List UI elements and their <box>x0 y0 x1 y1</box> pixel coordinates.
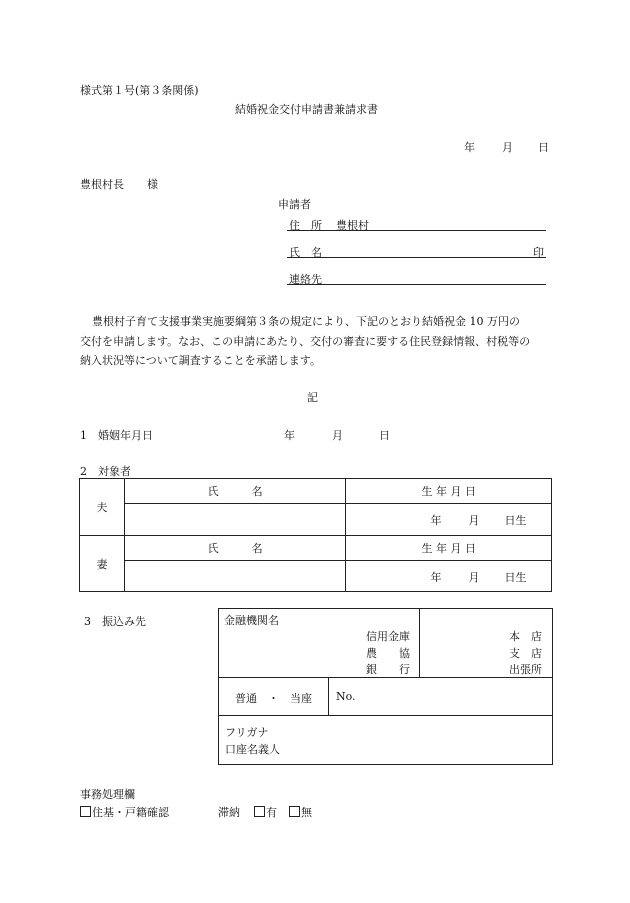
addressee-honorific: 様 <box>147 178 158 191</box>
overdue-label: 滞納 <box>218 806 240 819</box>
overdue-yes[interactable] <box>254 804 277 820</box>
bank-type-coop: 農 協 <box>366 647 410 660</box>
bank-row-divider-2 <box>218 715 552 716</box>
husband-name-header: 氏 名 <box>124 479 346 504</box>
body-line-3: 納入状況等について調査することを承諾します。 <box>80 354 321 367</box>
husband-dob-cell[interactable] <box>346 504 552 536</box>
form-title: 結婚祝金交付申請書兼請求書 <box>235 103 378 116</box>
bank-type-credit: 信用金庫 <box>366 630 410 643</box>
account-type: 普通 ・ 当座 <box>235 692 312 705</box>
wife-dob-header: 生 年 月 日 <box>346 536 552 561</box>
name-label: 氏 名 <box>289 246 322 259</box>
applicant-heading: 申請者 <box>278 198 311 211</box>
body-line-2: 交付を申請します。なお、この申請にあたり、交付の審査に要する住民登録情報、村税等の <box>80 335 531 348</box>
wife-dob-cell[interactable] <box>346 561 552 592</box>
account-type-divider <box>328 677 329 715</box>
office-use-heading: 事務処理欄 <box>80 788 135 801</box>
overdue-yes-label: 有 <box>266 806 277 819</box>
date-month: 月 <box>502 141 513 154</box>
addressee-name: 豊根村長 <box>80 178 124 191</box>
date-day: 日 <box>538 141 549 154</box>
form-number: 様式第１号(第３条関係) <box>80 84 199 97</box>
husband-dob-header: 生 年 月 日 <box>346 479 552 504</box>
marriage-month: 月 <box>332 429 343 442</box>
bank-type-bank: 銀 行 <box>366 663 410 676</box>
branch-office: 出張所 <box>509 663 542 676</box>
bank-name-label: 金融機関名 <box>224 614 279 627</box>
address-underline <box>287 230 546 231</box>
residency-check[interactable] <box>80 804 169 820</box>
overdue-yes-checkbox[interactable] <box>254 806 265 817</box>
subjects-table <box>79 478 552 592</box>
account-holder-label: 口座名義人 <box>225 743 280 756</box>
overdue-no-checkbox[interactable] <box>289 806 300 817</box>
husband-dob-month: 月 <box>468 514 480 527</box>
contact-underline <box>287 284 546 285</box>
wife-role: 妻 <box>80 536 125 592</box>
husband-dob-year: 年 <box>430 514 442 527</box>
bank-branch-divider <box>419 608 420 677</box>
transfer-label: 3 振込み先 <box>84 615 146 628</box>
seal-mark: 印 <box>533 246 544 259</box>
bank-row-divider-1 <box>218 677 552 678</box>
ki-heading: 記 <box>307 391 318 404</box>
date-year: 年 <box>464 141 475 154</box>
address-label: 住 所 <box>289 219 322 232</box>
address-value: 豊根村 <box>336 219 369 232</box>
wife-name-cell[interactable] <box>124 561 346 592</box>
residency-checkbox[interactable] <box>80 806 91 817</box>
branch-branch: 支 店 <box>509 647 542 660</box>
wife-dob-year: 年 <box>430 571 442 584</box>
overdue-no[interactable] <box>289 804 312 820</box>
wife-name-header: 氏 名 <box>124 536 346 561</box>
account-number-label: No. <box>336 690 356 703</box>
name-underline <box>287 257 546 258</box>
contact-label: 連絡先 <box>289 273 322 286</box>
body-line-1: 豊根村子育て支援事業実施要綱第３条の規定により、下記のとおり結婚祝金 10 万円の <box>92 315 520 328</box>
marriage-day: 日 <box>379 429 390 442</box>
residency-check-label: 住基・戸籍確認 <box>92 806 169 819</box>
subjects-label: 2 対象者 <box>80 465 131 478</box>
wife-dob-born: 日生 <box>504 571 527 584</box>
husband-name-cell[interactable] <box>124 504 346 536</box>
branch-main: 本 店 <box>509 630 542 643</box>
husband-dob-born: 日生 <box>504 514 527 527</box>
overdue-no-label: 無 <box>301 806 312 819</box>
marriage-year: 年 <box>284 429 295 442</box>
husband-role: 夫 <box>80 479 125 536</box>
wife-dob-month: 月 <box>468 571 480 584</box>
furigana-label: フリガナ <box>225 726 269 739</box>
marriage-date-label: 1 婚姻年月日 <box>80 429 153 442</box>
